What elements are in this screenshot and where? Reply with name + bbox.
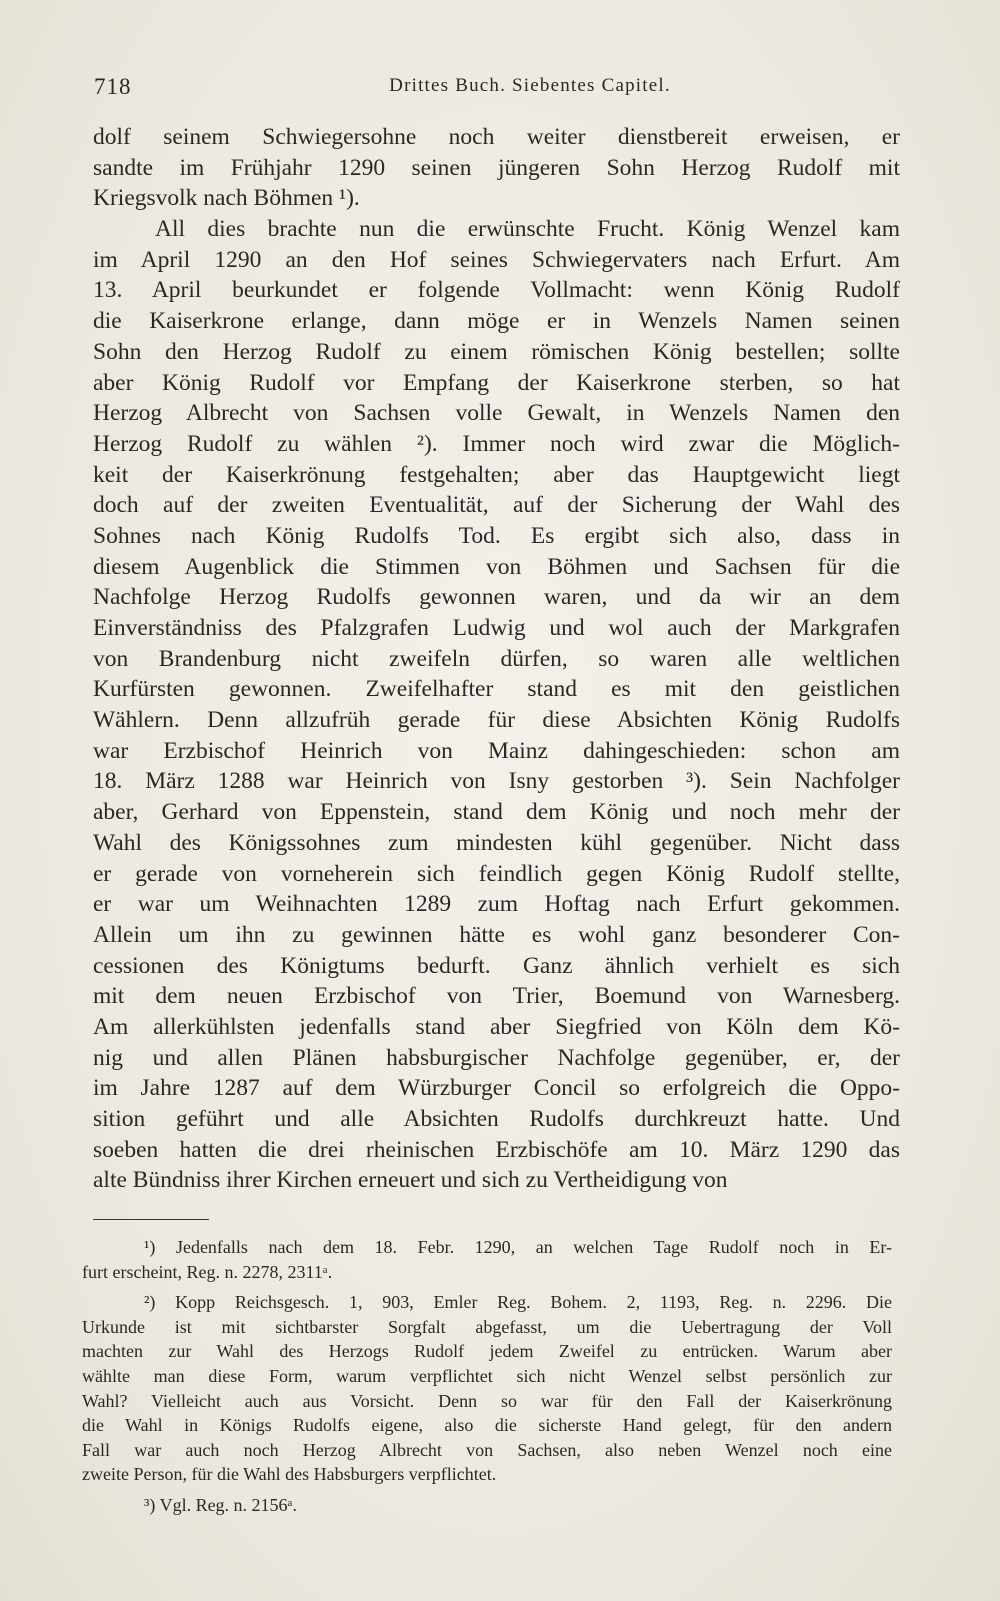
footnote-line: Fall war auch noch Herzog Albrecht von Sachsen, also neben Wenzel noch eine [82, 1439, 892, 1460]
footnote-line: machten zur Wahl des Herzogs Rudolf jedem Zweifel zu entrücken. Warum aber [82, 1341, 892, 1362]
body-line: Wahl des Königssohnes zum mindesten kühl gegenüber. Nicht dass [93, 829, 900, 856]
footnote-line: die Wahl in Königs Rudolfs eigene, also die sicherste Hand gelegt, für den andern [82, 1415, 892, 1436]
body-line: doch auf der zweiten Eventualität, auf der Sicherung der Wahl des [93, 492, 900, 519]
body-line: Herzog Rudolf zu wählen ²). Immer noch wird zwar die Möglich- [93, 430, 900, 457]
body-line: Einverständniss des Pfalzgrafen Ludwig und wol auch der Markgrafen [93, 615, 900, 641]
footnote-line: Wahl? Vielleicht auch aus Vorsicht. Denn so war für den Fall der Kaiserkrönung [82, 1390, 892, 1411]
body-line: Kurfürsten gewonnen. Zweifelhafter stand es mit den geistlichen [93, 676, 900, 703]
body-line: von Brandenburg nicht zweifeln dürfen, so waren alle weltlichen [93, 645, 900, 672]
body-line: cessionen des Königtums bedurft. Ganz ähnlich verhielt es sich [93, 952, 900, 979]
body-line: sition geführt und alle Absichten Rudolfs durchkreuzt hatte. Und [93, 1106, 900, 1132]
body-line: aber, Gerhard von Eppenstein, stand dem König und noch mehr der [93, 799, 900, 826]
body-line: Sohn den Herzog Rudolf zu einem römischen König bestellen; sollte [93, 338, 900, 365]
body-line: er gerade von vorneherein sich feindlich gegen König Rudolf stellte, [93, 860, 900, 887]
body-line: 18. März 1288 war Heinrich von Isny gestorben ³). Sein Nachfolger [93, 768, 900, 795]
running-head [94, 70, 906, 100]
body-line: Herzog Albrecht von Sachsen volle Gewalt, in Wenzels Namen den [93, 400, 900, 427]
footnote-line: furt erscheint, Reg. n. 2278, 2311ᵃ. [82, 1261, 333, 1282]
footnote [82, 1290, 892, 1487]
body-line: Wählern. Denn allzufrüh gerade für diese Absichten König Rudolfs [93, 707, 900, 734]
body-line: aber König Rudolf vor Empfang der Kaiserkrone sterben, so hat [93, 369, 900, 396]
footnote-line: wählte man diese Form, warum verpflichtet sich nicht Wenzel selbst persönlich zur [82, 1365, 892, 1386]
page-number: 718 [94, 74, 132, 99]
body-line: keit der Kaiserkrönung festgehalten; aber das Hauptgewicht liegt [93, 461, 900, 488]
body-line: mit dem neuen Erzbischof von Trier, Boemund von Warnesberg. [93, 983, 900, 1010]
footnote-line: ¹) Jedenfalls nach dem 18. Febr. 1290, an welchen Tage Rudolf noch in Er- [144, 1237, 892, 1257]
footnotes [82, 1235, 892, 1518]
body-line: im Jahre 1287 auf dem Würzburger Concil so erfolgreich die Oppo- [93, 1075, 900, 1102]
body-line: Allein um ihn zu gewinnen hätte es wohl ganz besonderer Con- [93, 921, 900, 948]
footnote-divider [93, 1219, 209, 1220]
body-line: soeben hatten die drei rheinischen Erzbischöfe am 10. März 1290 das [93, 1136, 900, 1163]
body-line: 13. April beurkundet er folgende Vollmacht: wenn König Rudolf [93, 277, 900, 304]
footnote [82, 1493, 892, 1518]
footnote-line: ²) Kopp Reichsgesch. 1, 903, Emler Reg. Bohem. 2, 1193, Reg. n. 2296. Die [144, 1292, 892, 1313]
body-line: Kriegsvolk nach Böhmen ¹). [93, 185, 360, 212]
footnote-line: Urkunde ist mit sichtbarster Sorgfalt abgefasst, um die Uebertragung der Voll [82, 1316, 892, 1337]
footnote-line: zweite Person, für die Wahl des Habsburgers verpflichtet. [82, 1464, 497, 1485]
body-line: diesem Augenblick die Stimmen von Böhmen und Sachsen für die [93, 553, 900, 580]
chapter-header: Drittes Buch. Siebentes Capitel. [389, 75, 671, 96]
body-line: Am allerkühlsten jedenfalls stand aber Siegfried von Köln dem Kö- [93, 1013, 900, 1040]
body-text [93, 122, 900, 1196]
body-line: dolf seinem Schwiegersohne noch weiter dienstbereit erweisen, er [93, 124, 900, 150]
footnote-line: ³) Vgl. Reg. n. 2156ᵃ. [144, 1494, 297, 1515]
body-line: Sohnes nach König Rudolfs Tod. Es ergibt sich also, dass in [93, 522, 900, 549]
body-line: All dies brachte nun die erwünschte Frucht. König Wenzel kam [155, 216, 900, 243]
body-line: im April 1290 an den Hof seines Schwiegervaters nach Erfurt. Am [93, 246, 900, 273]
footnote [82, 1235, 892, 1284]
body-line: die Kaiserkrone erlange, dann möge er in Wenzels Namen seinen [93, 308, 900, 335]
body-line: war Erzbischof Heinrich von Mainz dahingeschieden: schon am [93, 737, 900, 764]
body-line: sandte im Frühjahr 1290 seinen jüngeren Sohn Herzog Rudolf mit [93, 154, 900, 181]
body-line: er war um Weihnachten 1289 zum Hoftag nach Erfurt gekommen. [93, 891, 900, 918]
body-line: alte Bündniss ihrer Kirchen erneuert und sich zu Vertheidigung von [93, 1167, 728, 1194]
body-line: Nachfolge Herzog Rudolfs gewonnen waren, und da wir an dem [93, 584, 900, 611]
body-line: nig und allen Plänen habsburgischer Nachfolge gegenüber, er, der [93, 1044, 900, 1071]
